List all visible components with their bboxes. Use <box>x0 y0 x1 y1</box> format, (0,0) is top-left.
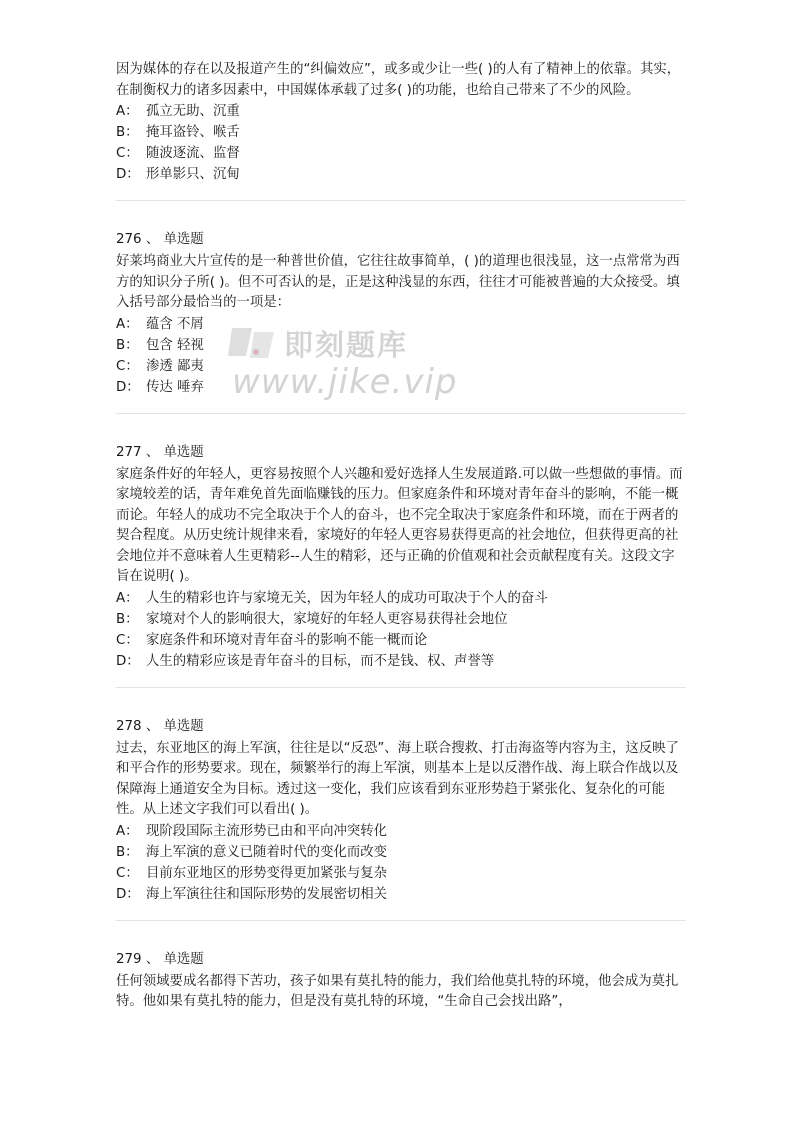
option-letter: B： <box>116 125 139 140</box>
option-b[interactable] <box>116 609 686 630</box>
option-letter: B： <box>116 611 139 627</box>
option-c[interactable] <box>116 143 686 164</box>
option-text: 家境对个人的影响很大，家境好的年轻人更容易获得社会地位 <box>146 611 508 627</box>
option-a[interactable] <box>116 588 686 609</box>
option-letter: A： <box>116 590 139 606</box>
option-letter: D： <box>116 886 140 902</box>
question-header: 279 、 单选题 <box>116 951 204 967</box>
option-letter: A： <box>116 823 139 839</box>
option-letter: D： <box>116 167 140 182</box>
option-d[interactable] <box>116 377 686 398</box>
option-text: 形单影只、沉甸 <box>146 167 240 182</box>
divider <box>116 687 686 688</box>
option-text: 目前东亚地区的形势变得更加紧张与复杂 <box>146 865 388 881</box>
option-b[interactable] <box>116 122 686 143</box>
divider <box>116 200 686 201</box>
question-277 <box>116 443 686 672</box>
option-d[interactable] <box>116 884 686 905</box>
option-text: 现阶段国际主流形势已由和平向冲突转化 <box>146 823 388 839</box>
option-d[interactable] <box>116 651 686 672</box>
option-b[interactable] <box>116 335 686 356</box>
option-letter: C： <box>116 865 139 881</box>
question-stem: 家庭条件好的年轻人，更容易按照个人兴趣和爱好选择人生发展道路.可以做一些想做的事情。而家境较差的话，青年难免首先面临赚钱的压力。但家庭条件和环境对青年奋斗的影响，不能一概而论。年轻人的成功不完全取决于个人的奋斗，也不完全取决于家庭条件和环境，而在于两者的契合程度。从历史统计规律来看，家境好的年轻人更容易获得更高的社会地位，但获得更高的社会地位并不意味着人生更精彩--人生的精彩，还与正确的价值观和社会贡献程度有关。这段文字旨在说明( )。 <box>116 466 683 584</box>
option-text: 包含 轻视 <box>146 337 204 353</box>
question-header: 277 、 单选题 <box>116 444 204 460</box>
option-letter: B： <box>116 844 139 860</box>
option-letter: A： <box>116 316 139 332</box>
option-c[interactable] <box>116 630 686 651</box>
question-stem: 任何领域要成名都得下苦功，孩子如果有莫扎特的能力，我们给他莫扎特的环境，他会成为莫扎特。他如果有莫扎特的能力，但是没有莫扎特的环境，“生命自己会找出路”， <box>116 973 679 1009</box>
question-276 <box>116 230 686 398</box>
option-c[interactable] <box>116 863 686 884</box>
divider <box>116 413 686 414</box>
question-header: 278 、 单选题 <box>116 718 204 734</box>
option-a[interactable] <box>116 821 686 842</box>
option-text: 掩耳盗铃、喉舌 <box>146 125 240 140</box>
option-text: 家庭条件和环境对青年奋斗的影响不能一概而论 <box>146 632 428 648</box>
option-c[interactable] <box>116 356 686 377</box>
question-stem: 因为媒体的存在以及报道产生的“纠偏效应”，或多或少让一些( )的人有了精神上的依靠。其实，在制衡权力的诸多因素中，中国媒体承载了过多( )的功能，也给自己带来了不少的风险。 <box>116 62 681 98</box>
option-letter: C： <box>116 358 139 374</box>
option-a[interactable] <box>116 101 686 122</box>
option-text: 海上军演的意义已随着时代的变化而改变 <box>146 844 388 860</box>
watermark-brand: 即刻题库 <box>284 328 409 362</box>
option-text: 孤立无助、沉重 <box>146 104 240 119</box>
watermark-url: www.jike.vip <box>232 362 458 402</box>
option-letter: C： <box>116 146 139 161</box>
option-text: 蕴含 不屑 <box>146 316 204 332</box>
option-text: 随波逐流、监督 <box>146 146 240 161</box>
question-279 <box>116 950 686 1013</box>
option-d[interactable] <box>116 164 686 185</box>
option-letter: D： <box>116 653 140 669</box>
option-text: 传达 唾弃 <box>146 379 204 395</box>
divider <box>116 920 686 921</box>
option-letter: A： <box>116 104 139 119</box>
option-a[interactable] <box>116 314 686 335</box>
question-stem: 好莱坞商业大片宣传的是一种普世价值，它往往故事简单，( )的道理也很浅显，这一点常常为西方的知识分子所( )。但不可否认的是，正是这种浅显的东西，往往才可能被普遍的大众接受。填入括号部分最恰当的一项是： <box>116 254 680 310</box>
question-278 <box>116 717 686 905</box>
option-text: 渗透 鄙夷 <box>146 358 204 374</box>
question-275 <box>116 60 686 185</box>
option-letter: B： <box>116 337 139 353</box>
option-text: 海上军演往往和国际形势的发展密切相关 <box>146 886 388 902</box>
option-letter: C： <box>116 632 139 648</box>
question-stem: 过去，东亚地区的海上军演，往往是以“反恐”、海上联合搜救、打击海盗等内容为主，这反映了和平合作的形势要求。现在，频繁举行的海上军演，则基本上是以反潜作战、海上联合作战以及保障海上通道安全为目标。透过这一变化，我们应该看到东亚形势趋于紧张化、复杂化的可能性。从上述文字我们可以看出( )。 <box>116 740 679 817</box>
document-page <box>116 60 686 1013</box>
option-b[interactable] <box>116 842 686 863</box>
question-header: 276 、 单选题 <box>116 232 204 247</box>
option-text: 人生的精彩应该是青年奋斗的目标，而不是钱、权、声誉等 <box>146 653 495 669</box>
option-text: 人生的精彩也许与家境无关，因为年轻人的成功可取决于个人的奋斗 <box>146 590 548 606</box>
option-letter: D： <box>116 379 140 395</box>
